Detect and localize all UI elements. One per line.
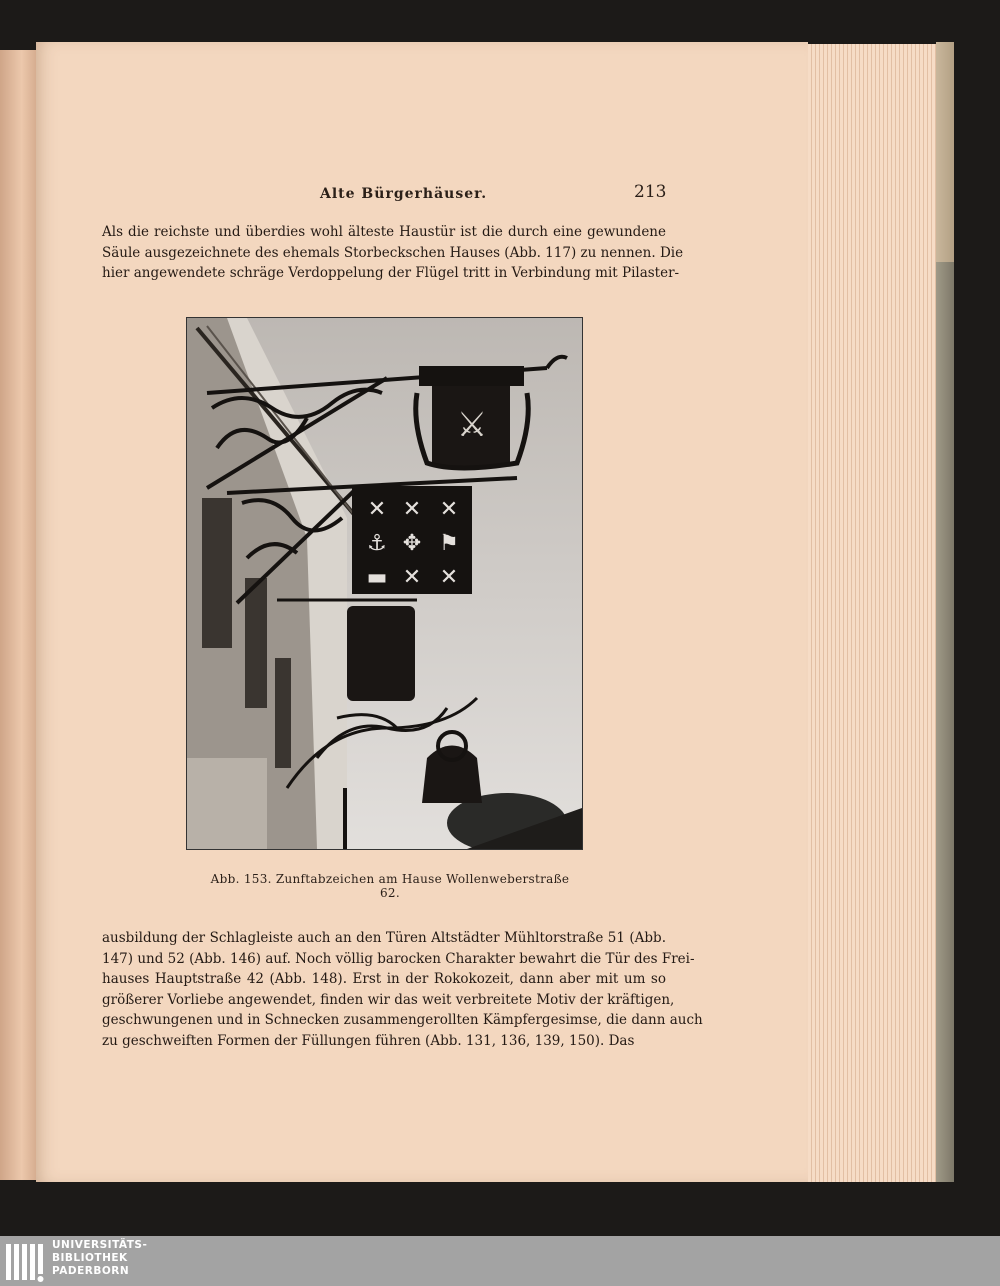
- svg-text:▬: ▬: [366, 565, 388, 590]
- svg-text:⚓: ⚓: [367, 531, 387, 556]
- paragraph-bottom: [102, 928, 703, 1051]
- svg-text:✕: ✕: [439, 497, 459, 522]
- library-logo-icon: [4, 1240, 48, 1284]
- svg-text:✕: ✕: [402, 565, 422, 590]
- text-line: 147) und 52 (Abb. 146) auf. Noch völlig barocken Charakter bewahrt die Tür des Frei-: [102, 950, 695, 967]
- text-line: zu geschweiften Formen der Füllungen führen (Abb. 131, 136, 139, 150). Das: [102, 1032, 635, 1049]
- svg-text:✕: ✕: [439, 565, 459, 590]
- paragraph-top: [102, 222, 684, 284]
- running-head: Alte Bürgerhäuser.: [320, 186, 488, 202]
- svg-text:✕: ✕: [402, 497, 422, 522]
- library-name-line: BIBLIOTHEK: [52, 1252, 128, 1264]
- library-name-line: PADERBORN: [52, 1265, 130, 1277]
- library-name: [52, 1239, 147, 1278]
- svg-text:⚑: ⚑: [439, 531, 459, 556]
- page-number: 213: [634, 182, 667, 202]
- text-line: geschwungenen und in Schnecken zusammengerollten Kämpfergesimse, die dann auch: [102, 1012, 703, 1028]
- guild-signs-illustration: [187, 318, 582, 849]
- svg-text:⚔: ⚔: [456, 405, 488, 445]
- book-cover: [936, 42, 954, 1182]
- text-line: größerer Vorliebe angewendet, finden wir das weit verbreitete Motiv der kräftigen,: [102, 991, 675, 1008]
- figure-guild-signs: [186, 317, 583, 850]
- text-line: Als die reichste und überdies wohl älteste Haustür ist die durch eine gewundene: [102, 224, 666, 240]
- library-name-line: UNIVERSITÄTS-: [52, 1239, 148, 1251]
- page-edges: [808, 44, 939, 1182]
- facing-page-edge: [0, 50, 38, 1180]
- svg-text:✕: ✕: [367, 497, 387, 522]
- library-footer: [0, 1236, 1000, 1286]
- text-line: ausbildung der Schlagleiste auch an den Türen Altstädter Mühltorstraße 51 (Abb.: [102, 930, 666, 946]
- svg-text:✥: ✥: [402, 531, 422, 556]
- text-line: hier angewendete schräge Verdoppelung der Flügel tritt in Verbindung mit Pilaster-: [102, 265, 680, 281]
- text-line: hauses Hauptstraße 42 (Abb. 148). Erst in der Rokokozeit, dann aber mit um so: [102, 971, 666, 987]
- figure-caption: Abb. 153. Zunftabzeichen am Hause Wollenweberstraße 62.: [210, 872, 570, 900]
- text-line: Säule ausgezeichnete des ehemals Storbeckschen Hauses (Abb. 117) zu nennen. Die: [102, 244, 684, 261]
